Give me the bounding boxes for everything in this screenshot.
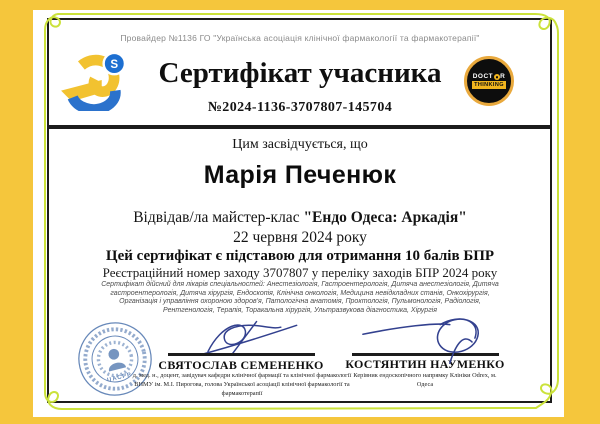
doctor-thinking-top-row bbox=[473, 73, 506, 80]
registration-line: Реєстраційний номер заходу 3707807 у переліку заходів БПР 2024 року bbox=[102, 265, 498, 280]
logo-yellow-flag bbox=[61, 80, 102, 101]
stamp-figure-body bbox=[107, 361, 126, 372]
signatory-right-title: Керівник ендоскопічного напрямку Клініки Odrex, м. Одеса bbox=[353, 372, 497, 388]
event-date: 22 червня 2024 року bbox=[233, 229, 367, 246]
logo-s-letter: S bbox=[110, 57, 119, 71]
signatory-right-name: КОСТЯНТИН НАУМЕНКО bbox=[345, 357, 505, 371]
signature-rule-left bbox=[168, 353, 315, 356]
dt-o-icon bbox=[494, 74, 500, 80]
event-name: "Ендо Одеса: Аркадія" bbox=[303, 209, 467, 226]
points-line: Цей сертифікат є підставою для отримання 10 балів БПР bbox=[105, 248, 495, 264]
signatory-left-name: СВЯТОСЛАВ СЕМЕНЕНКО bbox=[158, 358, 324, 372]
stamp-figure-head bbox=[107, 348, 120, 361]
statement-line: Цим засвідчується, що bbox=[232, 137, 368, 152]
signature-right bbox=[358, 313, 503, 369]
participant-name: Марія Печенюк bbox=[203, 161, 397, 189]
certificate-title: Сертифікат учасника bbox=[158, 57, 442, 89]
dt-thinking-label: THINKING bbox=[474, 82, 504, 88]
stamp-label: UACPP bbox=[106, 371, 133, 384]
dt-suffix: R bbox=[500, 73, 506, 80]
header-divider bbox=[47, 125, 552, 129]
event-line bbox=[47, 209, 553, 227]
signature-left bbox=[180, 316, 320, 358]
provider-line: Провайдер №1136 ГО "Українська асоціація клінічної фармакології та фармакотерапії" bbox=[120, 33, 480, 43]
specialties-line: Сертифікат дійсний для лікарів спеціальностей: Анестезіологія, Гастроентерологія, Дитяча анестезіологія, Дитяча гастроентерологія, Дитяча хірургія, Ендоскопія, Клінічна онкологія, Медицина невідкладних станів, Онкохірургія, Організація і управління охороною здоров'я, Патологічна анатомія, Проктологія, Пульмонологія, Радіологія, Рентгенологія, Терапія, Торакальна хірургія, Ультразвукова діагностика, Хірургія bbox=[101, 281, 499, 314]
doctor-thinking-logo bbox=[464, 56, 514, 106]
dt-prefix: DOCT bbox=[472, 73, 494, 80]
certificate-number: №2024-1136-3707807-145704 bbox=[207, 100, 393, 115]
event-prefix: Відвідав/ла майстер-клас bbox=[133, 209, 304, 226]
signatory-left-title: д. мед. н., доцент, завідувач кафедри клінічної фармації та клінічної фармакології ВНМУ ім. М.І. Пирогова, голова Української асоціації клінічної фармакології та фармакотерапії bbox=[132, 372, 352, 397]
